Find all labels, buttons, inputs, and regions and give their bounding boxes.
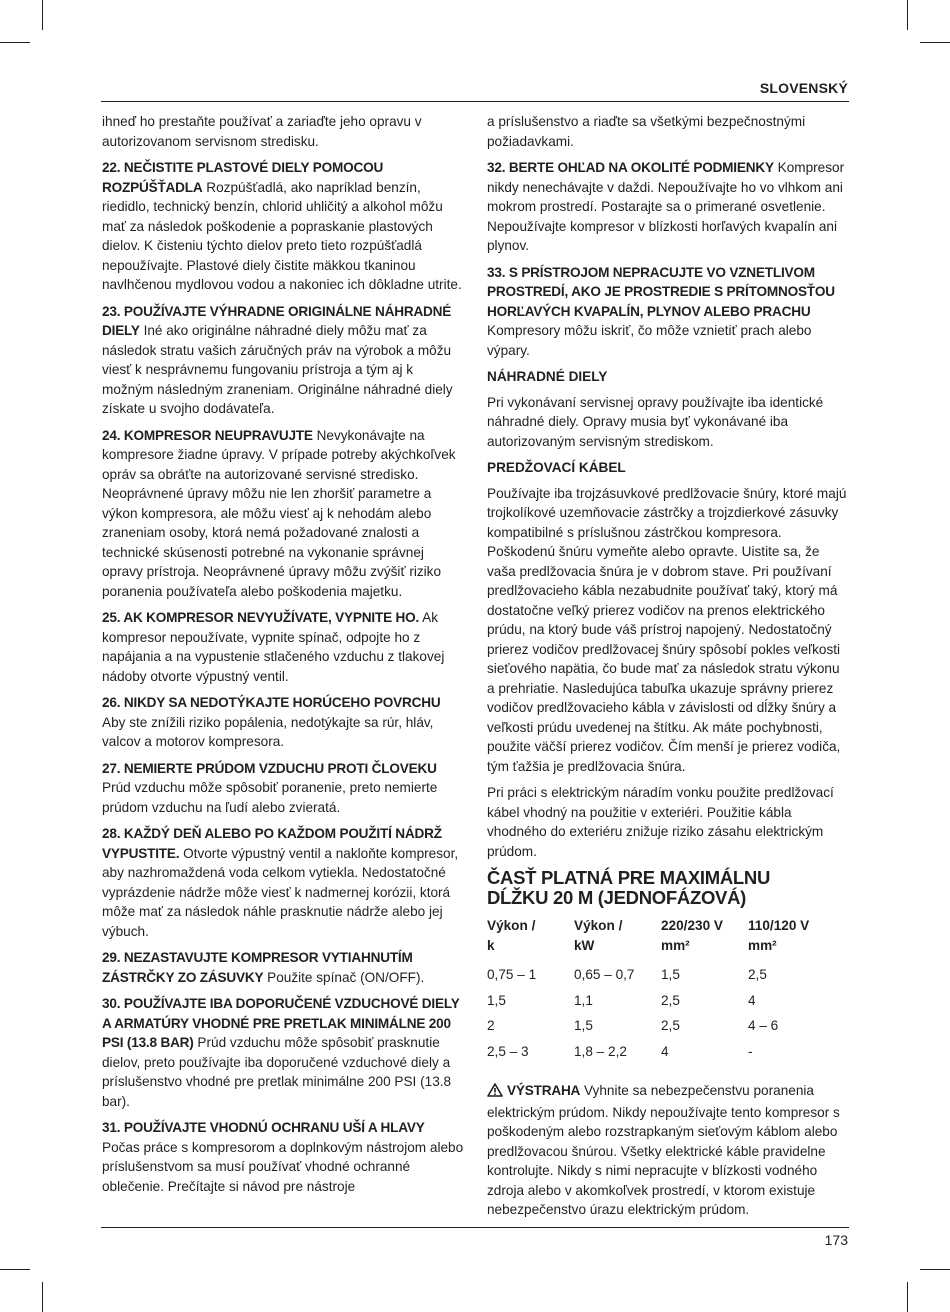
spare-parts-text: Pri vykonávaní servisnej opravy používajte iba identické náhradné diely. Opravy musia byť vykonávané iba autorizovaným servisným strediskom. (487, 394, 824, 449)
footer-rule (101, 1227, 849, 1228)
safety-item-27 (102, 759, 464, 818)
crop-mark (920, 42, 950, 43)
table-cell: - (748, 1043, 753, 1059)
warning-triangle-icon (487, 1083, 503, 1103)
safety-item-30 (102, 994, 464, 1111)
page-number: 173 (824, 1232, 848, 1248)
table-cell: 4 – 6 (748, 1018, 779, 1033)
table-row (487, 991, 849, 1017)
table-cell: 2,5 – 3 (487, 1043, 529, 1059)
item-title: 28. KAŽDÝ DEŇ ALEBO PO KAŽDOM POUŽITÍ NÁDRŽ VYPUSTITE. (102, 826, 442, 861)
item-title: 32. BERTE OHĽAD NA OKOLITÉ PODMIENKY (487, 160, 774, 175)
heading-line: DĹŽKU 20 M (JEDNOFÁZOVÁ) (487, 887, 746, 908)
item-text: Použite spínač (ON/OFF). (267, 969, 425, 985)
item-title: 29. NEZASTAVUJTE KOMPRESOR VYTIAHNUTÍM ZÁSTRČKY ZO ZÁSUVKY (102, 950, 413, 985)
extension-cable-outdoor-text: Pri práci s elektrickým náradím vonku použite predlžovací kábel vhodný na použitie v exteriéri. Použitie kábla vhodného do exteriéru znižuje riziko zásahu elektrickým prúdom. (487, 785, 834, 859)
item-title: 23. POUŽÍVAJTE VÝHRADNE ORIGINÁLNE NÁHRADNÉ DIELY (102, 303, 452, 338)
safety-item-33 (487, 263, 849, 361)
safety-item-22 (102, 158, 464, 295)
item-text: Kompresor nikdy nenechávajte v daždi. Nepoužívajte ho vo vlhkom ani mokrom prostredí. Postarajte sa o primerané osvetlenie. Nepoužívajte kompresor v blízkosti horľavých kvapalín ani plynov. (487, 160, 845, 253)
item-text: Rozpúšťadlá, ako napríklad benzín, riedidlo, technický benzín, chlorid uhličitý a alkohol môžu mať za následok poškodenie a popraskanie plastových dielov. K čisteniu týchto dielov preto tieto rozpúšťadlá nepoužívajte. Plastové diely čistite mäkkou tkaninou navlhčenou mydlovou vodou a nakoniec ich dôkladne utrite. (102, 179, 462, 292)
paragraph-text: ihneď ho prestaňte používať a zariaďte jeho opravu v autorizovanom servisnom stredisku. (102, 114, 422, 149)
table-cell: 0,65 – 0,7 (574, 967, 635, 982)
spare-parts-heading: NÁHRADNÉ DIELY (487, 369, 608, 384)
table-row (487, 1016, 849, 1042)
crop-mark (920, 1269, 950, 1270)
item-title: 22. NEČISTITE PLASTOVÉ DIELY POMOCOU ROZPÚŠŤADLA (102, 160, 384, 195)
safety-item-24 (102, 426, 464, 602)
right-column (487, 112, 849, 1227)
column-header: Výkon / k (487, 918, 536, 953)
column-header: 110/120 V mm² (748, 918, 810, 953)
heading-line: ČASŤ PLATNÁ PRE MAXIMÁLNU (487, 867, 771, 888)
item-text: Kompresory môžu iskriť, čo môže vznietiť prach alebo výpary. (487, 323, 812, 358)
safety-item-25 (102, 608, 464, 686)
table-cell: 1,1 (574, 992, 593, 1008)
table-cell: 2,5 (748, 967, 767, 982)
table-cell: 2,5 (661, 1018, 680, 1033)
paragraph (487, 112, 849, 151)
crop-mark (0, 42, 30, 43)
table-cell: 1,8 – 2,2 (574, 1043, 627, 1059)
crop-mark (907, 1282, 908, 1312)
item-text: Prúd vzduchu môže spôsobiť prasknutie dielov, preto používajte iba doporučené vzduchové diely a príslušenstvo vhodné pre pretlak minimálne 200 PSI (13.8 bar). (102, 1035, 452, 1109)
table-header-row (487, 916, 849, 965)
safety-item-29 (102, 948, 464, 987)
crop-mark (42, 1282, 43, 1312)
table-section-heading (487, 868, 849, 908)
left-column (102, 112, 464, 1203)
table-cell: 1,5 (487, 992, 506, 1008)
warning-title: VÝSTRAHA (507, 1083, 581, 1098)
table-cell: 1,5 (661, 967, 680, 982)
item-text: Iné ako originálne náhradné diely môžu mať za následok stratu vašich záručných práv na výrobok a môžu viesť k nesprávnemu fungovaniu prístroja a tým aj k možným následným zraneniam. Originálne náhradné diely získate u svojho dodávateľa. (102, 323, 453, 416)
table-row (487, 965, 849, 991)
table-cell: 0,75 – 1 (487, 967, 537, 982)
warning-block (487, 1081, 849, 1220)
safety-item-23 (102, 302, 464, 419)
item-title: 31. POUŽÍVAJTE VHODNÚ OCHRANU UŠÍ A HLAVY (102, 1120, 425, 1135)
extension-cable-text: Používajte iba trojzásuvkové predlžovacie šnúry, ktoré majú trojkolíkové uzemňovacie zástrčky a trojzdierkové zásuvky kompatibilné s príslušnou zástrčkou kompresora. Poškodenú šnúru vymeňte alebo opravte. Uistite sa, že vaša predlžovacia šnúra je v dobrom stave. Pri používaní predlžovacieho kábla nezabudnite používať taký, ktorý má dostatočne veľký prierez vodičov na prenos elektrického prúdu, na ktorý bude váš prístroj napojený. Nedostatočný prierez vodičov predlžovacej šnúry spôsobí pokles veľkosti sieťového napätia, čo bude mať za následok stratu výkonu a prehriatie. Nasledujúca tabuľka ukazuje správny prierez vodičov predlžovacieho kábla v závislosti od dĺžky šnúry a veľkosti prúdu uvedenej na štítku. Ak máte pochybnosti, použite väčší prierez vodičov. Čím menší je prierez vodiča, tým ťažšia je predlžovacia šnúra. (487, 485, 847, 774)
item-text: Aby ste znížili riziko popálenia, nedotýkajte sa rúr, hláv, valcov a motorov kompresora. (102, 714, 434, 749)
item-text: Nevykonávajte na kompresore žiadne úpravy. V prípade potreby akýchkoľvek opráv sa obráťte na autorizované servisné stredisko. Neoprávnené úpravy môžu nie len zhoršiť parametre a výkon kompresora, ale môžu viesť aj k nehodám alebo zraneniam osoby, ktorá nemá požadované znalosti a technické skúsenosti potrebné na vykonanie správnej opravy prístroja. Neoprávnené úpravy môžu zvýšiť riziko poranenia používateľa alebo poškodenia majetku. (102, 427, 456, 599)
item-text: Prúd vzduchu môže spôsobiť poranenie, preto nemierte prúdom vzduchu na ľudí alebo zvieratá. (102, 780, 438, 815)
safety-item-26 (102, 693, 464, 752)
table-cell: 1,5 (574, 1018, 593, 1033)
safety-item-31 (102, 1118, 464, 1196)
warning-text: Vyhnite sa nebezpečenstvu poranenia elektrickým prúdom. Nikdy nepoužívajte tento kompresor s poškodeným alebo rozstrapkaným sieťovým káblom alebo predlžovacou šnúrou. Všetky elektrické káble pravidelne kontrolujte. Nikdy s nimi nepracujte v blízkosti vodného zdroja alebo v akomkoľvek prostredí, v ktorom existuje nebezpečenstvo úrazu elektrickým prúdom. (487, 1083, 840, 1217)
item-text: Otvorte výpustný ventil a nakloňte kompresor, aby nazhromaždená voda celkom vytiekla. Nedostatočné vyprázdenie nádrže môže viesť k nadmernej korózii, ktorá môže mať za následok náhle prasknutie nádrže alebo jej výbuch. (102, 845, 459, 939)
language-header: SLOVENSKÝ (759, 80, 848, 96)
table-cell: 4 (661, 1043, 669, 1059)
paragraph (102, 112, 464, 151)
item-title: 33. S PRÍSTROJOM NEPRACUJTE VO VZNETLIVOM PROSTREDÍ, AKO JE PROSTREDIE S PRÍTOMNOSŤOU HORĽAVÝCH KVAPALÍN, PLYNOV ALEBO PRACHU (487, 264, 835, 319)
safety-item-32 (487, 158, 849, 256)
item-title: 26. NIKDY SA NEDOTÝKAJTE HORÚCEHO POVRCHU (102, 695, 441, 710)
item-text: Počas práce s kompresorom a doplnkovým nástrojom alebo príslušenstvom sa musí používať vhodné ochranné oblečenie. Prečítajte si návod pre nástroje (102, 1139, 464, 1194)
crop-mark (42, 0, 43, 30)
crop-mark (907, 0, 908, 30)
item-text: Ak kompresor nepoužívate, vypnite spínač, odpojte ho z napájania a na vypustenie stlačeného vzduchu z tlakovej nádoby otvorte výpustný ventil. (102, 610, 445, 684)
cable-cross-section-table (487, 916, 849, 1067)
table-cell: 4 (748, 992, 756, 1008)
extension-cable-heading: PREDŽOVACÍ KÁBEL (487, 460, 626, 475)
column-header: 220/230 V mm² (661, 918, 723, 953)
paragraph-text: a príslušenstvo a riaďte sa všetkými bezpečnostnými požiadavkami. (487, 114, 806, 149)
safety-item-28 (102, 824, 464, 941)
item-title: 30. POUŽÍVAJTE IBA DOPORUČENÉ VZDUCHOVÉ DIELY A ARMATÚRY VHODNÉ PRE PRETLAK MINIMÁLNE 200 PSI (13.8 BAR) (102, 996, 460, 1050)
header-rule (101, 101, 849, 102)
table-cell: 2,5 (661, 992, 680, 1008)
item-title: 27. NEMIERTE PRÚDOM VZDUCHU PROTI ČLOVEKU (102, 760, 437, 776)
item-title: 24. KOMPRESOR NEUPRAVUJTE (102, 427, 313, 443)
crop-mark (0, 1269, 30, 1270)
table-cell: 2 (487, 1018, 495, 1033)
table-row (487, 1042, 849, 1068)
item-title: 25. AK KOMPRESOR NEVYUŽÍVATE, VYPNITE HO. (102, 610, 420, 625)
column-header: Výkon / kW (574, 918, 623, 953)
